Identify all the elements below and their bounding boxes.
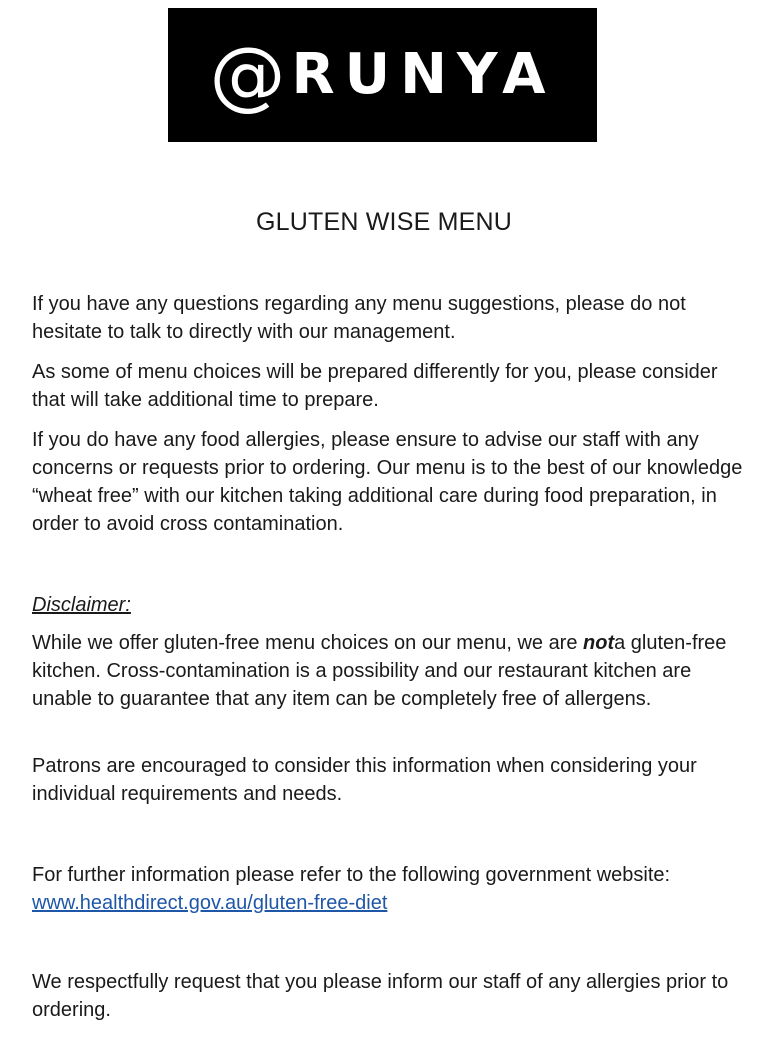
disclaimer-emphasis: not [583, 632, 615, 654]
closing-paragraph: We respectfully request that you please inform our staff of any allergies prior to ordering. [32, 971, 729, 1021]
healthdirect-link[interactable]: www.healthdirect.gov.au/gluten-free-diet [32, 892, 388, 914]
intro-paragraph-2: As some of menu choices will be prepared differently for you, please consider that will take additional time to prepare. [32, 361, 718, 411]
disclaimer-heading: Disclaimer: [32, 594, 131, 616]
intro-paragraph-1: If you have any questions regarding any menu suggestions, please do not hesitate to talk to directly with our management. [32, 293, 686, 343]
logo-word: RUNYA [291, 42, 556, 107]
logo-at-symbol: @ [209, 30, 286, 119]
disclaimer-paragraph-2: Patrons are encouraged to consider this information when considering your individual requirements and needs. [32, 755, 697, 805]
logo-text [168, 8, 597, 142]
disclaimer-text-start: While we offer gluten-free menu choices on our menu, we are [32, 632, 584, 654]
further-info-paragraph [32, 861, 744, 917]
runya-logo [168, 8, 597, 142]
further-info-text: For further information please refer to the following government website: [32, 864, 671, 886]
disclaimer-text-end: a gluten-free kitchen. Cross-contamination is a possibility and our restaurant kitchen are unable to guarantee that any item can be completely free of allergens. [32, 632, 727, 710]
page-title: GLUTEN WISE MENU [256, 208, 512, 236]
intro-paragraph-3: If you do have any food allergies, please ensure to advise our staff with any concerns or requests prior to ordering. Our menu is to the best of our knowledge “wheat free” with our kitchen taking additional care during food preparation, in order to avoid cross contamination. [32, 429, 743, 535]
disclaimer-paragraph-1 [32, 629, 744, 713]
